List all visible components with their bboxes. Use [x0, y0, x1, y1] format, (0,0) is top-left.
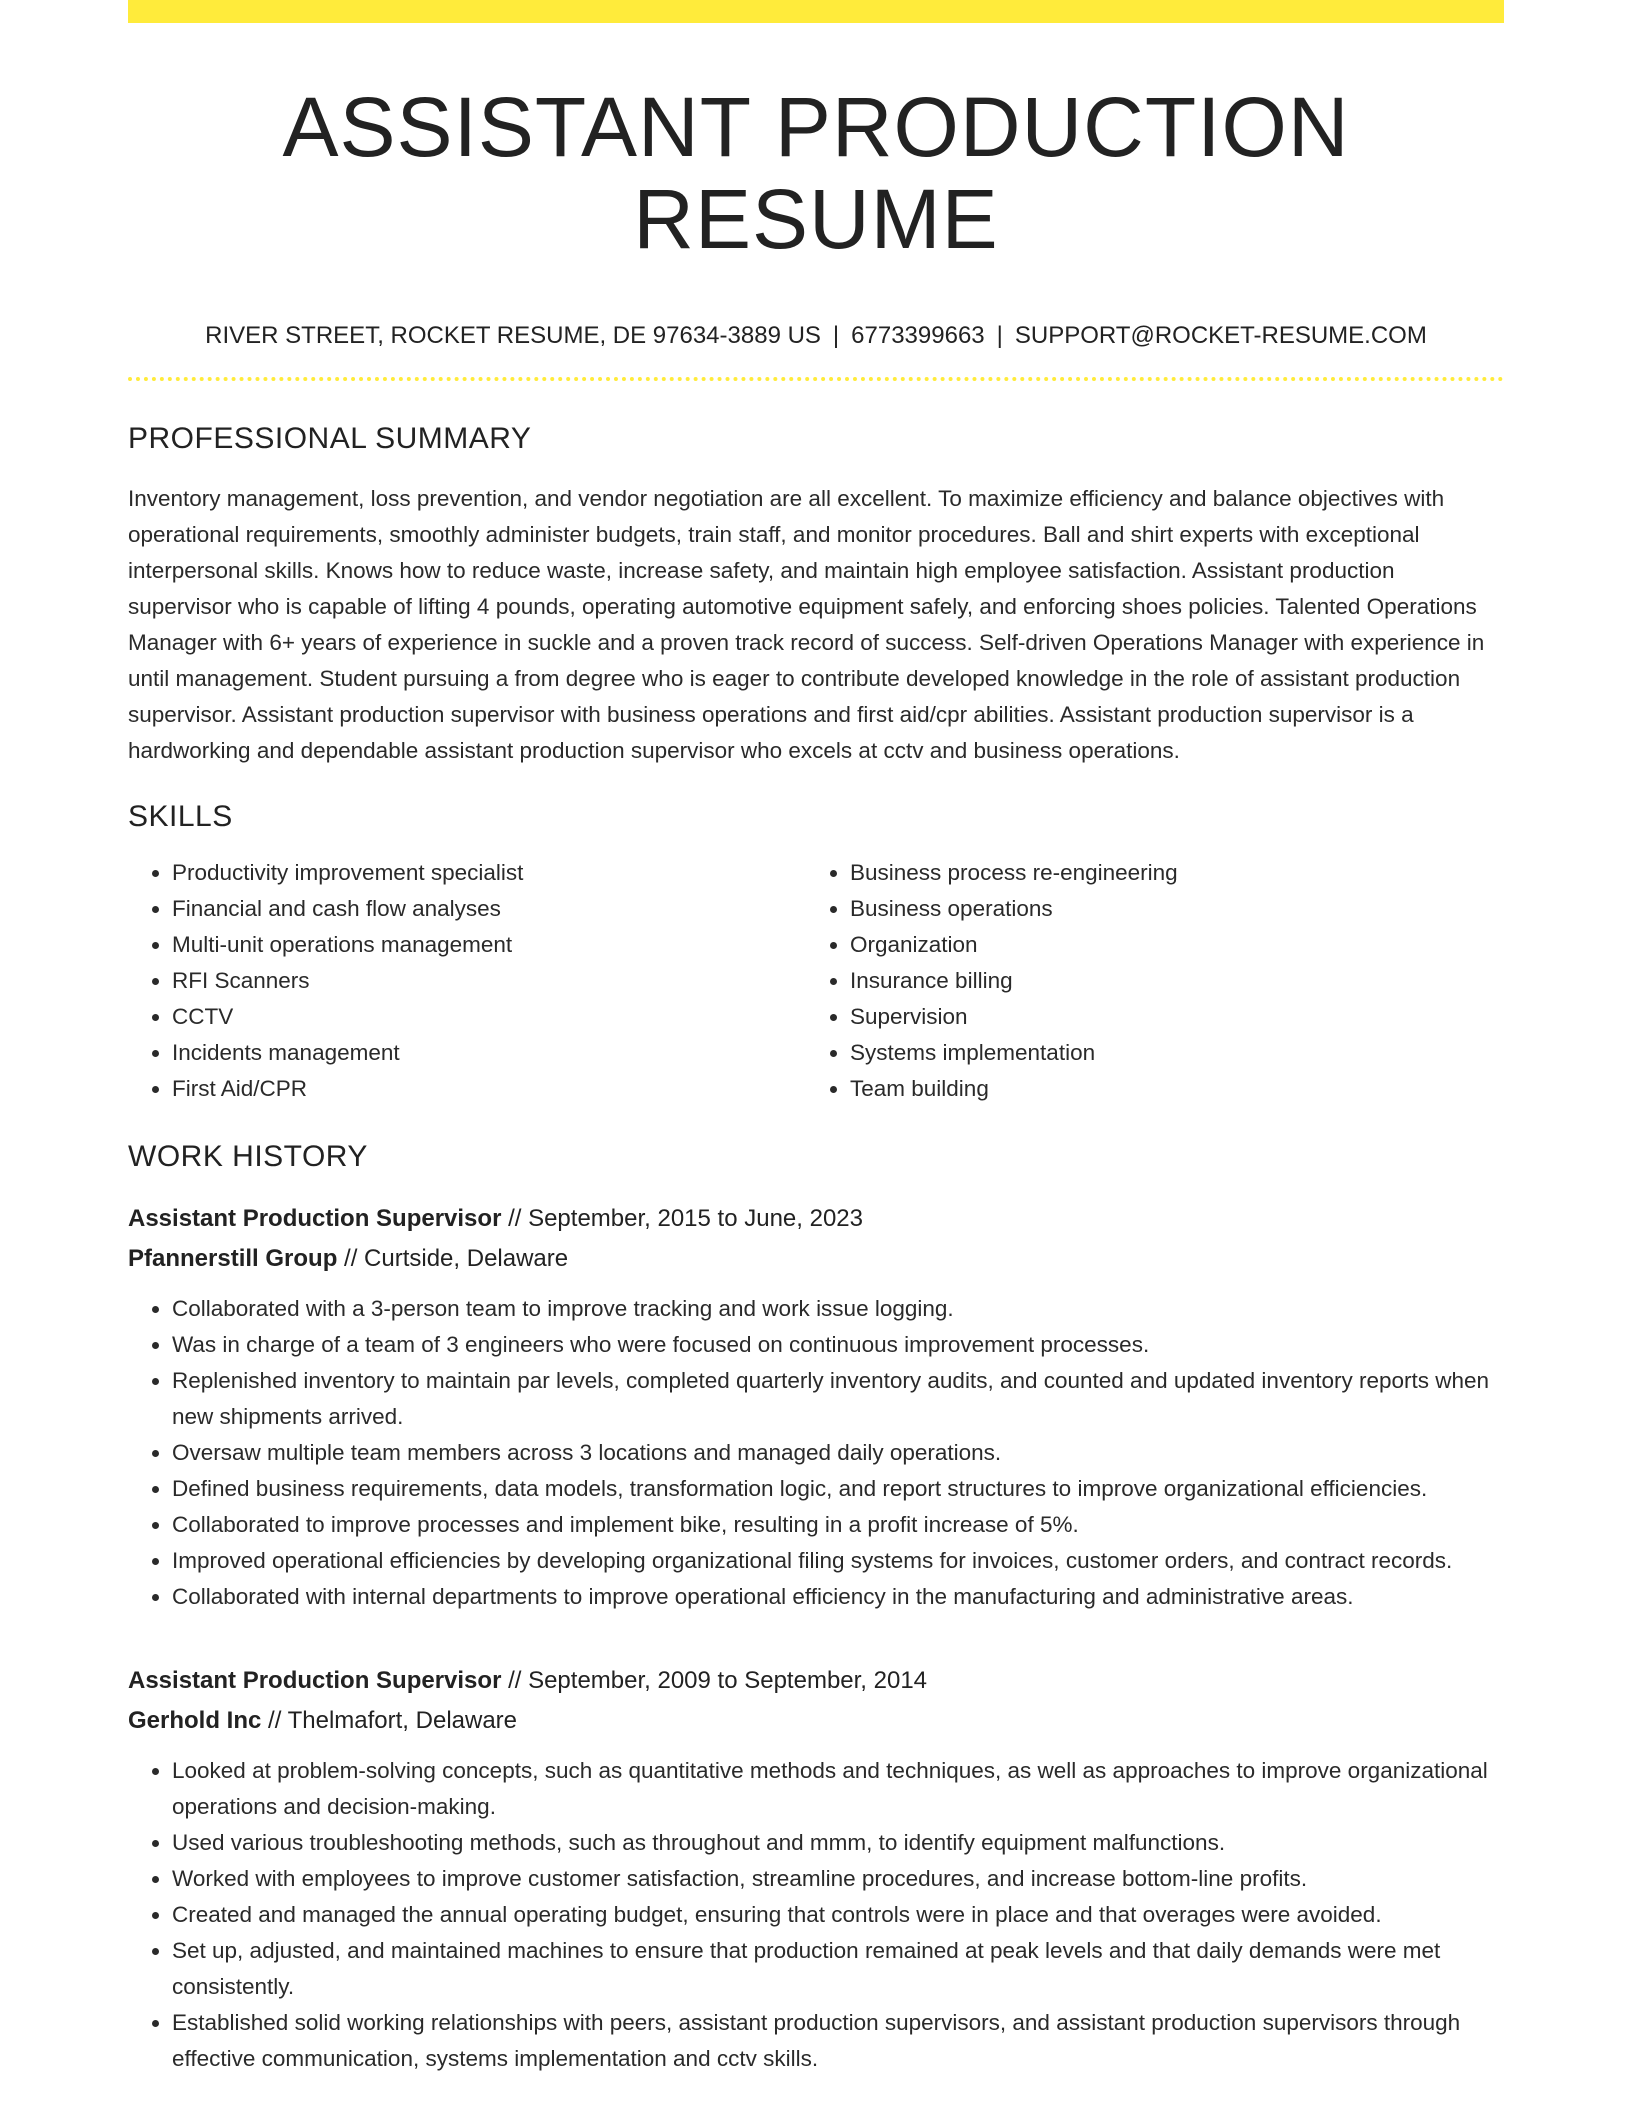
job-dates: // September, 2009 to September, 2014	[501, 1666, 928, 1694]
summary-text: Inventory management, loss prevention, and vendor negotiation are all excellent. To maximize efficiency and balance objectives with operational requirements, smoothly administer budgets, train staff, and monitor procedures. Ball and shirt experts with exceptional interpersonal skills. Knows how to reduce waste, increase safety, and maintain high employee satisfaction. Assistant production supervisor who is capable of lifting 4 pounds, operating automotive equipment safely, and enforcing shoes policies. Talented Operations Manager with 6+ years of experience in suckle and a proven track record of success. Self-driven Operations Manager with experience in until management. Student pursuing a from degree who is eager to contribute developed knowledge in the role of assistant production supervisor. Assistant production supervisor with business operations and first aid/cpr abilities. Assistant production supervisor is a hardworking and dependable assistant production supervisor who excels at cctv and business operations.	[128, 485, 1485, 763]
work-history-heading: WORK HISTORY	[128, 1139, 368, 1173]
accent-bar	[128, 0, 1504, 23]
job-title-line	[128, 1661, 1504, 1701]
job-bullet: • Improved operational efficiencies by developing organizational filing systems for invoices, customer orders, and contract records.	[172, 1543, 1504, 1579]
job-bullet: • Worked with employees to improve customer satisfaction, streamline procedures, and increase bottom-line profits.	[172, 1861, 1504, 1897]
job-entry	[128, 1199, 1504, 1615]
job-bullet: • Defined business requirements, data models, transformation logic, and report structures to improve organizational efficiencies.	[172, 1471, 1504, 1507]
job-location: // Curtside, Delaware	[337, 1244, 569, 1272]
skill-item: • Productivity improvement specialist	[172, 855, 806, 891]
job-bullet: • Set up, adjusted, and maintained machines to ensure that production remained at peak levels and that daily demands were met consistently.	[172, 1933, 1504, 2005]
job-bullet: • Collaborated with internal departments to improve operational efficiency in the manufacturing and administrative areas.	[172, 1579, 1504, 1615]
dotted-divider	[128, 377, 1504, 381]
skill-item: • Business process re-engineering	[850, 855, 1484, 891]
job-bullet: • Established solid working relationships with peers, assistant production supervisors, and assistant production supervisors through effective communication, systems implementation and cctv skills.	[172, 2005, 1504, 2077]
job-location: // Thelmafort, Delaware	[261, 1706, 518, 1734]
job-bullet: • Used various troubleshooting methods, such as throughout and mmm, to identify equipment malfunctions.	[172, 1825, 1504, 1861]
job-bullet: • Collaborated to improve processes and implement bike, resulting in a profit increase of 5%.	[172, 1507, 1504, 1543]
job-title: Assistant Production Supervisor	[128, 1204, 502, 1232]
job-bullet: • Collaborated with a 3-person team to improve tracking and work issue logging.	[172, 1291, 1504, 1327]
job-title: Assistant Production Supervisor	[128, 1666, 502, 1694]
skills-list	[128, 855, 1504, 1107]
skills-column-right	[806, 855, 1484, 1107]
contact-phone: 6773399663	[851, 321, 985, 349]
job-company-line	[128, 1239, 1504, 1279]
job-company-line	[128, 1701, 1504, 1741]
skill-item: • Multi-unit operations management	[172, 927, 806, 963]
skill-item: • First Aid/CPR	[172, 1071, 806, 1107]
job-company: Gerhold Inc	[128, 1706, 262, 1734]
job-bullet: • Replenished inventory to maintain par levels, completed quarterly inventory audits, and counted and updated inventory reports when new shipments arrived.	[172, 1363, 1504, 1435]
skill-item: • Systems implementation	[850, 1035, 1484, 1071]
contact-separator: |	[996, 321, 1003, 349]
skill-item: • CCTV	[172, 999, 806, 1035]
job-entry	[128, 1661, 1504, 2077]
skill-item: • Insurance billing	[850, 963, 1484, 999]
skills-heading: SKILLS	[128, 799, 233, 833]
job-bullets	[128, 1753, 1504, 2077]
job-bullet: • Looked at problem-solving concepts, such as quantitative methods and techniques, as well as approaches to improve organizational operations and decision-making.	[172, 1753, 1504, 1825]
skills-column-left	[128, 855, 806, 1107]
skill-item: • RFI Scanners	[172, 963, 806, 999]
job-bullet: • Oversaw multiple team members across 3 locations and managed daily operations.	[172, 1435, 1504, 1471]
contact-separator: |	[832, 321, 840, 349]
contact-address: RIVER STREET, ROCKET RESUME, DE 97634-3889 US	[205, 321, 821, 349]
job-company: Pfannerstill Group	[128, 1244, 338, 1272]
contact-email[interactable]: SUPPORT@ROCKET-RESUME.COM	[1014, 321, 1427, 349]
skill-item: • Organization	[850, 927, 1484, 963]
summary-heading: PROFESSIONAL SUMMARY	[128, 421, 532, 455]
skill-item: • Supervision	[850, 999, 1484, 1035]
resume-title: ASSISTANT PRODUCTION RESUME	[282, 80, 1350, 267]
skill-item: • Business operations	[850, 891, 1484, 927]
job-bullet: • Created and managed the annual operating budget, ensuring that controls were in place and that overages were avoided.	[172, 1897, 1504, 1933]
job-bullets	[128, 1291, 1504, 1615]
resume-page	[128, 0, 1504, 2077]
job-bullet: • Was in charge of a team of 3 engineers who were focused on continuous improvement processes.	[172, 1327, 1504, 1363]
contact-line	[128, 322, 1504, 351]
skill-item: • Incidents management	[172, 1035, 806, 1071]
job-title-line	[128, 1199, 1504, 1239]
skill-item: • Team building	[850, 1071, 1484, 1107]
job-dates: // September, 2015 to June, 2023	[501, 1204, 863, 1232]
skill-item: • Financial and cash flow analyses	[172, 891, 806, 927]
